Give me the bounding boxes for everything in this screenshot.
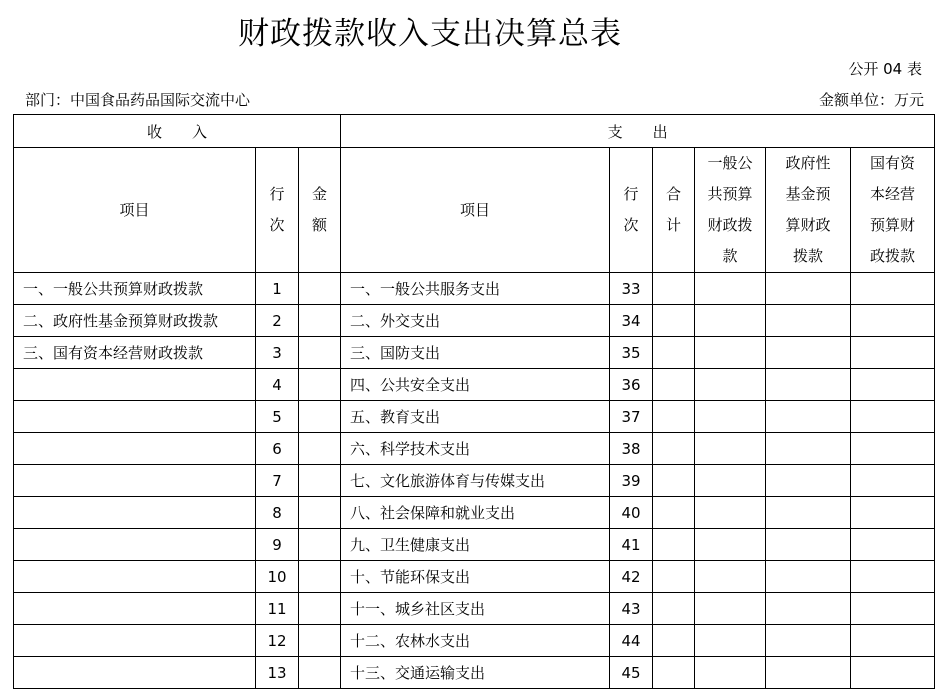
state-capital-cell (851, 657, 935, 689)
expense-group-header: 支 出 (341, 115, 935, 148)
income-item-cell (14, 433, 256, 465)
income-line-cell: 4 (256, 369, 299, 401)
expense-total-cell (653, 401, 695, 433)
gov-fund-cell (766, 273, 851, 305)
gov-fund-cell (766, 401, 851, 433)
gov-fund-cell (766, 561, 851, 593)
state-capital-header-text: 国有资本经营预算财政拨款 (870, 154, 916, 265)
income-item-cell (14, 529, 256, 561)
expense-total-cell (653, 465, 695, 497)
state-capital-cell (851, 337, 935, 369)
expense-item-cell: 十、节能环保支出 (341, 561, 610, 593)
state-capital-cell (851, 529, 935, 561)
expense-line-cell: 42 (610, 561, 653, 593)
table-row (14, 465, 935, 497)
general-budget-cell (695, 369, 766, 401)
expense-line-cell: 35 (610, 337, 653, 369)
income-line-cell: 2 (256, 305, 299, 337)
expense-line-header-text: 行次 (623, 185, 639, 234)
general-budget-header (695, 148, 766, 273)
expense-line-cell: 41 (610, 529, 653, 561)
income-amount-cell (299, 561, 341, 593)
state-capital-cell (851, 625, 935, 657)
table-row (14, 337, 935, 369)
table-row (14, 369, 935, 401)
income-item-cell (14, 401, 256, 433)
table-row (14, 497, 935, 529)
expense-item-cell: 六、科学技术支出 (341, 433, 610, 465)
gov-fund-cell (766, 337, 851, 369)
form-number: 公开 04 表 (848, 60, 922, 78)
expense-total-cell (653, 369, 695, 401)
amount-unit-label: 金额单位：万元 (818, 91, 924, 109)
expense-item-cell: 八、社会保障和就业支出 (341, 497, 610, 529)
expense-line-cell: 40 (610, 497, 653, 529)
income-line-cell: 7 (256, 465, 299, 497)
expense-line-cell: 33 (610, 273, 653, 305)
expense-item-cell: 三、国防支出 (341, 337, 610, 369)
income-item-cell (14, 593, 256, 625)
page-title: 财政拨款收入支出决算总表 (238, 16, 622, 52)
general-budget-cell (695, 273, 766, 305)
table-row (14, 561, 935, 593)
expense-line-cell: 45 (610, 657, 653, 689)
income-amount-cell (299, 305, 341, 337)
state-capital-cell (851, 433, 935, 465)
income-amount-cell (299, 465, 341, 497)
gov-fund-cell (766, 497, 851, 529)
table-row (14, 625, 935, 657)
income-line-cell: 10 (256, 561, 299, 593)
state-capital-header (851, 148, 935, 273)
income-item-cell: 二、政府性基金预算财政拨款 (14, 305, 256, 337)
expense-item-header: 项目 (341, 148, 610, 273)
table-row (14, 433, 935, 465)
income-item-header: 项目 (14, 148, 256, 273)
expense-line-cell: 43 (610, 593, 653, 625)
expense-total-cell (653, 657, 695, 689)
general-budget-cell (695, 657, 766, 689)
income-line-cell: 8 (256, 497, 299, 529)
income-item-cell (14, 657, 256, 689)
group-header-row (14, 115, 935, 148)
expense-total-cell (653, 593, 695, 625)
income-item-cell (14, 497, 256, 529)
table-row (14, 593, 935, 625)
expense-item-cell: 一、一般公共服务支出 (341, 273, 610, 305)
income-line-header (256, 148, 299, 273)
state-capital-cell (851, 497, 935, 529)
general-budget-cell (695, 625, 766, 657)
expense-total-cell (653, 305, 695, 337)
expense-line-cell: 39 (610, 465, 653, 497)
expense-total-cell (653, 497, 695, 529)
income-item-cell (14, 465, 256, 497)
expense-total-cell (653, 529, 695, 561)
income-amount-header (299, 148, 341, 273)
state-capital-cell (851, 465, 935, 497)
general-budget-cell (695, 433, 766, 465)
gov-fund-cell (766, 657, 851, 689)
expense-item-cell: 二、外交支出 (341, 305, 610, 337)
general-budget-cell (695, 401, 766, 433)
income-group-header: 收 入 (14, 115, 341, 148)
expense-item-cell: 十三、交通运输支出 (341, 657, 610, 689)
expense-line-header (610, 148, 653, 273)
expense-total-header-text: 合计 (666, 185, 682, 234)
income-item-cell (14, 369, 256, 401)
gov-fund-header-text: 政府性基金预算财政拨款 (785, 154, 831, 265)
gov-fund-cell (766, 433, 851, 465)
expense-total-cell (653, 625, 695, 657)
income-amount-cell (299, 625, 341, 657)
income-line-cell: 5 (256, 401, 299, 433)
income-amount-cell (299, 337, 341, 369)
income-line-cell: 12 (256, 625, 299, 657)
general-budget-header-text: 一般公共预算财政拨款 (707, 154, 753, 265)
income-line-cell: 1 (256, 273, 299, 305)
expense-total-cell (653, 273, 695, 305)
table-row (14, 305, 935, 337)
income-line-cell: 13 (256, 657, 299, 689)
expense-line-cell: 34 (610, 305, 653, 337)
gov-fund-cell (766, 593, 851, 625)
table-row (14, 657, 935, 689)
general-budget-cell (695, 465, 766, 497)
expense-item-cell: 四、公共安全支出 (341, 369, 610, 401)
general-budget-cell (695, 337, 766, 369)
gov-fund-cell (766, 465, 851, 497)
expense-line-cell: 38 (610, 433, 653, 465)
gov-fund-cell (766, 305, 851, 337)
income-amount-cell (299, 401, 341, 433)
income-line-cell: 3 (256, 337, 299, 369)
expense-total-cell (653, 433, 695, 465)
budget-table (13, 114, 935, 689)
income-amount-cell (299, 369, 341, 401)
income-amount-cell (299, 529, 341, 561)
income-item-cell: 三、国有资本经营财政拨款 (14, 337, 256, 369)
gov-fund-cell (766, 625, 851, 657)
gov-fund-cell (766, 369, 851, 401)
department-label: 部门：中国食品药品国际交流中心 (25, 91, 251, 109)
expense-line-cell: 44 (610, 625, 653, 657)
income-item-cell (14, 561, 256, 593)
general-budget-cell (695, 561, 766, 593)
expense-total-cell (653, 561, 695, 593)
income-amount-header-text: 金额 (312, 185, 328, 234)
general-budget-cell (695, 305, 766, 337)
income-line-cell: 9 (256, 529, 299, 561)
table-row (14, 273, 935, 305)
expense-item-cell: 五、教育支出 (341, 401, 610, 433)
general-budget-cell (695, 529, 766, 561)
income-amount-cell (299, 593, 341, 625)
income-amount-cell (299, 497, 341, 529)
income-line-cell: 11 (256, 593, 299, 625)
general-budget-cell (695, 593, 766, 625)
income-amount-cell (299, 273, 341, 305)
expense-total-cell (653, 337, 695, 369)
expense-total-header (653, 148, 695, 273)
column-header-row (14, 148, 935, 273)
expense-item-cell: 七、文化旅游体育与传媒支出 (341, 465, 610, 497)
income-line-cell: 6 (256, 433, 299, 465)
state-capital-cell (851, 593, 935, 625)
expense-item-cell: 九、卫生健康支出 (341, 529, 610, 561)
gov-fund-cell (766, 529, 851, 561)
general-budget-cell (695, 497, 766, 529)
income-amount-cell (299, 657, 341, 689)
expense-line-cell: 37 (610, 401, 653, 433)
state-capital-cell (851, 305, 935, 337)
state-capital-cell (851, 561, 935, 593)
state-capital-cell (851, 401, 935, 433)
income-item-cell (14, 625, 256, 657)
gov-fund-header (766, 148, 851, 273)
table-row (14, 529, 935, 561)
income-amount-cell (299, 433, 341, 465)
state-capital-cell (851, 273, 935, 305)
table-row (14, 401, 935, 433)
expense-line-cell: 36 (610, 369, 653, 401)
expense-item-cell: 十一、城乡社区支出 (341, 593, 610, 625)
income-line-header-text: 行次 (269, 185, 285, 234)
state-capital-cell (851, 369, 935, 401)
income-item-cell: 一、一般公共预算财政拨款 (14, 273, 256, 305)
expense-item-cell: 十二、农林水支出 (341, 625, 610, 657)
